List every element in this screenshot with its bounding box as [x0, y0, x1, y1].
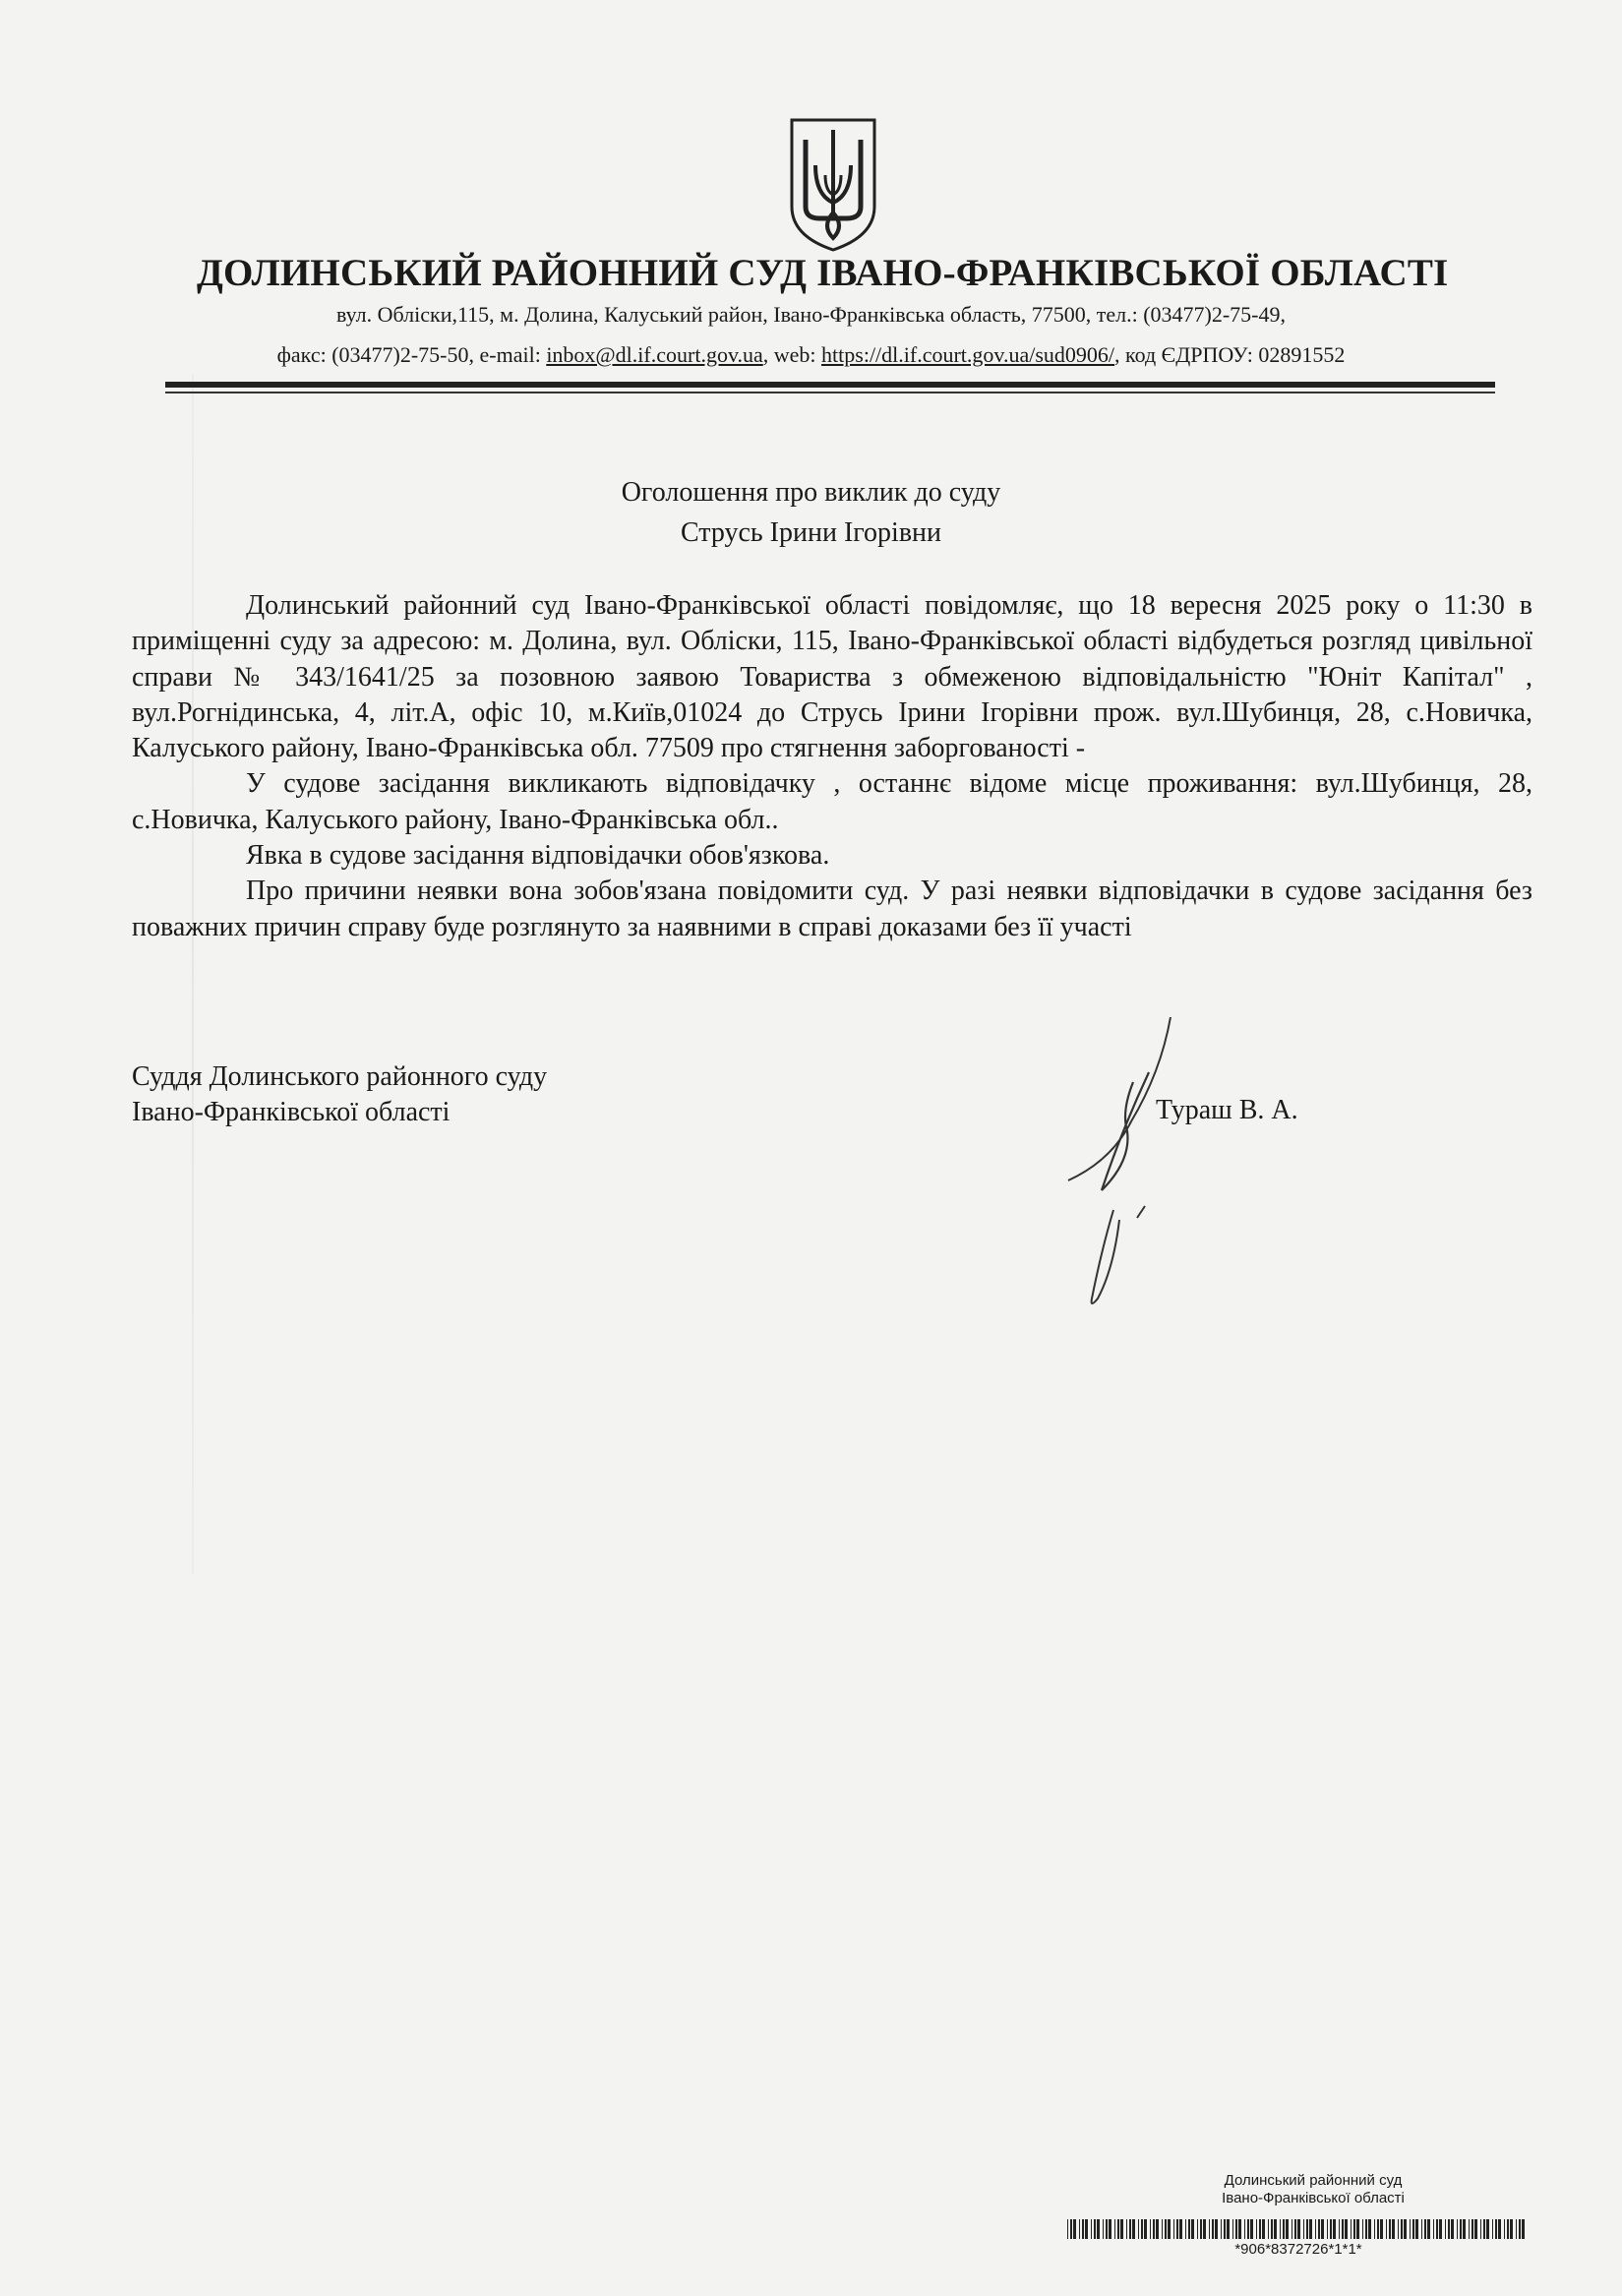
scan-artifact [192, 374, 194, 1574]
court-contacts: факс: (03477)2-75-50, e-mail: inbox@dl.if.court.gov.ua, web: https://dl.if.court.gov.ua/sud0906/, код ЄДРПОУ: 02891552 [276, 342, 1346, 367]
paragraph-absence: Про причини неявки вона зобов'язана повідомити суд. У разі неявки відповідачки в судове засідання без поважних причин справу буде розглянуто за наявними в справі доказами без її участі [132, 876, 1532, 942]
header-divider-thick [165, 382, 1495, 388]
trident-emblem-icon [786, 116, 880, 254]
paragraph-hearing: Долинський районний суд Івано-Франківської області повідомляє, що 18 вересня 2025 року о 11:30 в приміщенні суду за адресою: м. Долина, вул. Обліски, 115, Івано-Франківської області відбудеться розгляд цивільної справи № 343/1641/25 за позовною заявою Товариства з обмеженою відповідальністю "Юніт Капітал" , вул.Рогнідинська, 4, літ.А, офіс 10, м.Київ,01024 до Струсь Ірини Ігорівни прож. вул.Шубинця, 28, с.Новичка, Калуського району, Івано-Франківська обл. 77509 про стягнення заборгованості - [132, 590, 1532, 764]
notice-person: Струсь Ірини Ігорівни [680, 517, 942, 548]
paragraph-summons: У судове засідання викликають відповідачку , останнє відоме місце проживання: вул.Шубинця, 28, с.Новичка, Калуського району, Івано-Франківська обл.. [132, 768, 1532, 835]
notice-body [132, 588, 1532, 945]
notice-title: Оголошення про виклик до суду [621, 477, 1001, 508]
judge-name: Тураш В. А. [1156, 1095, 1298, 1125]
paragraph-attendance: Явка в судове засідання відповідачки обов'язкова. [246, 840, 830, 872]
court-address: вул. Обліски,115, м. Долина, Калуський район, Івано-Франківська область, 77500, тел.: (03477)2-75-49, [335, 302, 1287, 327]
registration-stamp: Долинський районний суд Івано-Франківської області *906*8372726*1*1* [1067, 2172, 1530, 2207]
header-divider-thin [165, 392, 1495, 393]
email-link[interactable]: inbox@dl.if.court.gov.ua [546, 342, 763, 367]
judge-title: Суддя Долинського районного суду Івано-Франківської області [132, 1061, 548, 1127]
court-name: ДОЛИНСЬКИЙ РАЙОННИЙ СУД ІВАНО-ФРАНКІВСЬКОЇ ОБЛАСТІ [197, 252, 1449, 294]
barcode-number: *906*8372726*1*1* [1234, 2241, 1362, 2258]
barcode-icon [1067, 2219, 1530, 2239]
handwritten-signature [1062, 1013, 1190, 1308]
website-link[interactable]: https://dl.if.court.gov.ua/sud0906/ [821, 342, 1115, 367]
